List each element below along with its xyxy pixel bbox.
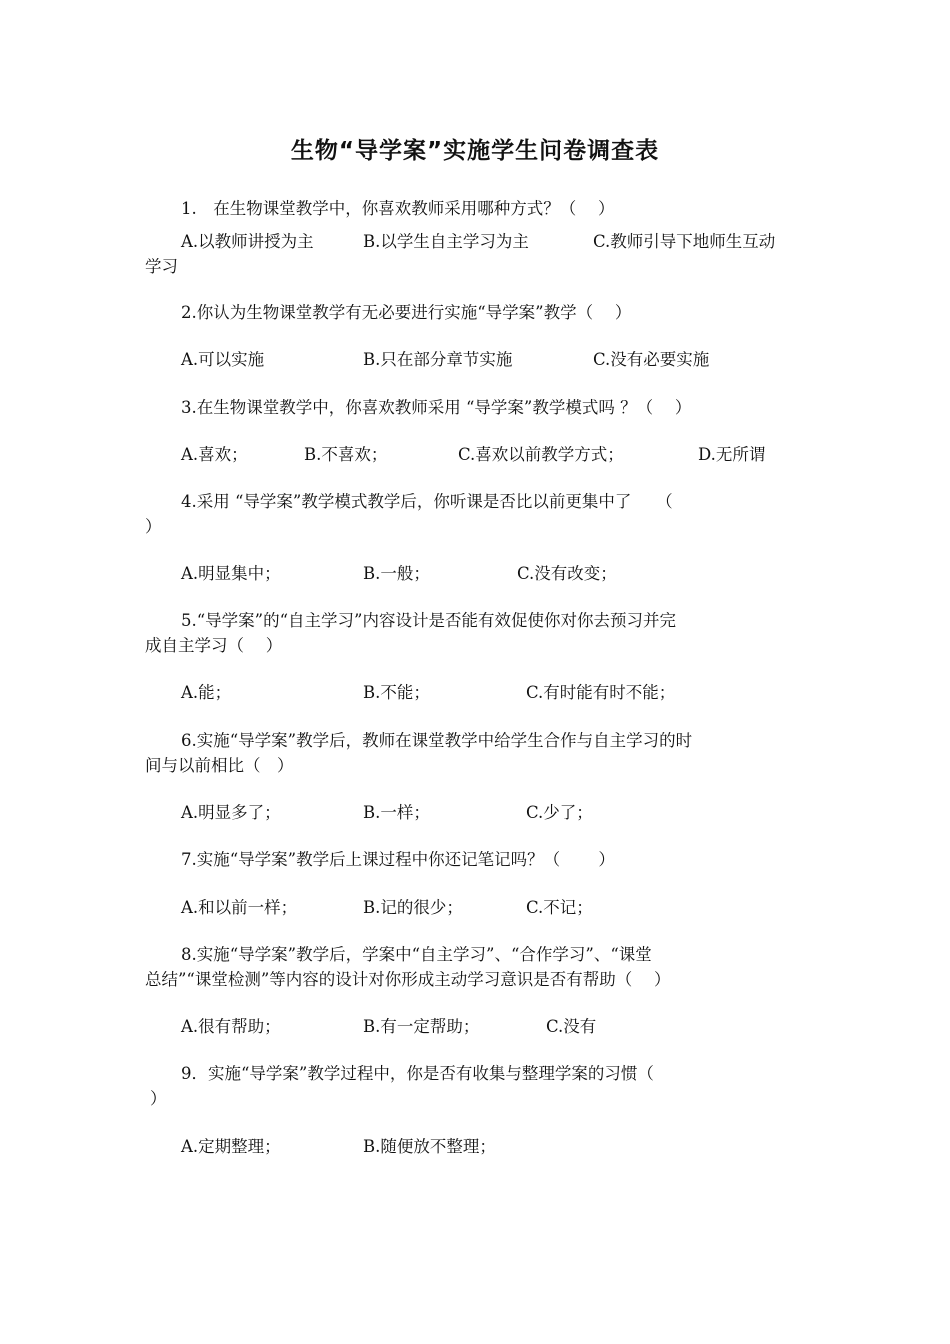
question-8-text-continued: 总结”“课堂检测”等内容的设计对你形成主动学习意识是否有帮助（ ） <box>145 970 671 989</box>
question-1-option-a: A.以教师讲授为主 <box>181 232 314 251</box>
question-4-option-b: B.一般； <box>363 564 430 583</box>
question-8-text: 8.实施“导学案”教学后，学案中“自主学习”、“合作学习”、“课堂 <box>181 945 652 964</box>
question-2-option-c: C.没有必要实施 <box>593 350 710 369</box>
question-7-option-a: A.和以前一样； <box>181 898 298 917</box>
document-title: 生物“导学案”实施学生问卷调查表 <box>290 138 660 164</box>
question-9-option-a: A.定期整理； <box>181 1137 281 1156</box>
question-6-text-continued: 间与以前相比（ ） <box>145 756 294 775</box>
question-1-option-c: C.教师引导下地师生互动 <box>593 232 776 251</box>
question-2-option-b: B.只在部分章节实施 <box>363 350 513 369</box>
question-3-option-a: A.喜欢； <box>181 445 248 464</box>
question-6-option-c: C.少了； <box>526 803 593 822</box>
question-9-text-continued: ） <box>150 1089 167 1108</box>
question-4-text: 4.采用 “导学案”教学模式教学后，你听课是否比以前更集中了 （ <box>181 492 673 511</box>
question-3-option-b: B.不喜欢； <box>304 445 388 464</box>
question-7-text: 7.实施“导学案”教学后上课过程中你还记笔记吗？（ ） <box>181 850 615 869</box>
question-2-option-a: A.可以实施 <box>181 350 265 369</box>
question-6-text: 6.实施“导学案”教学后，教师在课堂教学中给学生合作与自主学习的时 <box>181 731 693 750</box>
question-4-option-c: C.没有改变； <box>517 564 617 583</box>
question-5-option-b: B.不能； <box>363 683 430 702</box>
question-5-text-continued: 成自主学习（ ） <box>145 636 283 655</box>
question-5-option-c: C.有时能有时不能； <box>526 683 676 702</box>
question-1-option-b: B.以学生自主学习为主 <box>363 232 529 251</box>
question-3-text: 3.在生物课堂教学中，你喜欢教师采用 “导学案”教学模式吗 ？（ ） <box>181 398 692 417</box>
question-5-text: 5.“导学案”的“自主学习”内容设计是否能有效促使你对你去预习并完 <box>181 611 676 630</box>
question-6-option-b: B.一样； <box>363 803 430 822</box>
question-6-option-a: A.明显多了； <box>181 803 281 822</box>
question-8-option-a: A.很有帮助； <box>181 1017 281 1036</box>
question-3-option-c: C.喜欢以前教学方式； <box>458 445 624 464</box>
question-9-option-b: B.随便放不整理； <box>363 1137 496 1156</box>
question-8-option-c: C.没有 <box>546 1017 597 1036</box>
question-5-option-a: A.能； <box>181 683 232 702</box>
question-2-text: 2.你认为生物课堂教学有无必要进行实施“导学案”教学（ ） <box>181 303 632 322</box>
question-7-option-c: C.不记； <box>526 898 593 917</box>
question-3-option-d: D.无所谓 <box>698 445 766 464</box>
question-4-text-continued: ） <box>145 517 162 536</box>
question-8-option-b: B.有一定帮助； <box>363 1017 480 1036</box>
question-9-text: 9．实施“导学案”教学过程中，你是否有收集与整理学案的习惯（ <box>181 1064 654 1083</box>
question-4-option-a: A.明显集中； <box>181 564 281 583</box>
question-1-option-c-continued: 学习 <box>145 257 178 276</box>
question-7-option-b: B.记的很少； <box>363 898 463 917</box>
question-1-text: 1. 在生物课堂教学中，你喜欢教师采用哪种方式？（ ） <box>181 199 615 218</box>
